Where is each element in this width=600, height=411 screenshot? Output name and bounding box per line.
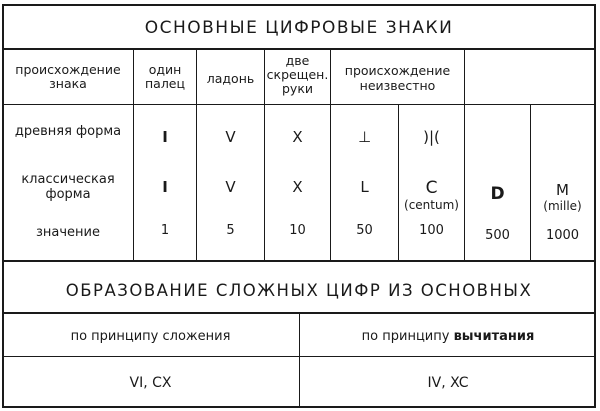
subtraction-label: по принципу вычитания	[361, 329, 535, 344]
ancient-form-50: ⊥	[357, 128, 372, 146]
header-palm: ладонь	[206, 71, 255, 86]
section2-title: ОБРАЗОВАНИЕ СЛОЖНЫХ ЦИФР ИЗ ОСНОВНЫХ	[65, 281, 533, 300]
classical-form-50: L	[360, 178, 369, 196]
label-value: значение	[35, 225, 100, 240]
label-classical: классическая форма	[21, 172, 115, 202]
ancient-form-5: V	[225, 128, 236, 146]
classical-form-10: X	[292, 178, 303, 196]
classical-form-500: D	[490, 184, 505, 204]
value-5: 5	[226, 223, 235, 238]
value-1: 1	[160, 223, 170, 238]
ancient-form-1: I	[162, 128, 168, 146]
header-unknown: происхождение неизвестно	[344, 63, 451, 93]
principle-divider	[299, 313, 300, 408]
classical-form-5: V	[225, 178, 236, 196]
value-50: 50	[356, 223, 373, 238]
subtraction-label-bold: вычитания	[453, 329, 535, 344]
addition-example: VI, CX	[129, 375, 172, 391]
value-10: 10	[289, 223, 306, 238]
header-origin: происхождение знака	[15, 62, 121, 91]
rule-above-section2	[2, 260, 596, 262]
value-500: 500	[485, 228, 510, 243]
header-one-finger: один палец	[144, 62, 186, 91]
subtraction-example: IV, XC	[427, 375, 469, 391]
value-1000: 1000	[545, 228, 580, 243]
rule-under-headers	[2, 104, 596, 105]
header-two-hands: две скрещен. руки	[266, 53, 329, 96]
addition-label: по принципу сложения	[70, 329, 231, 344]
value-100: 100	[419, 223, 444, 238]
classical-form-1000: M	[556, 181, 569, 199]
label-ancient: древняя форма	[14, 124, 122, 139]
rule-under-title	[2, 48, 596, 50]
ancient-form-10: X	[292, 128, 303, 146]
classical-form-100: C	[425, 178, 438, 198]
ancient-form-100: )|(	[423, 128, 440, 146]
classical-note-centum: (centum)	[404, 198, 459, 212]
classical-form-1: I	[162, 178, 168, 196]
classical-note-mille: (mille)	[543, 199, 582, 213]
table-title: ОСНОВНЫЕ ЦИФРОВЫЕ ЗНАКИ	[144, 18, 454, 38]
